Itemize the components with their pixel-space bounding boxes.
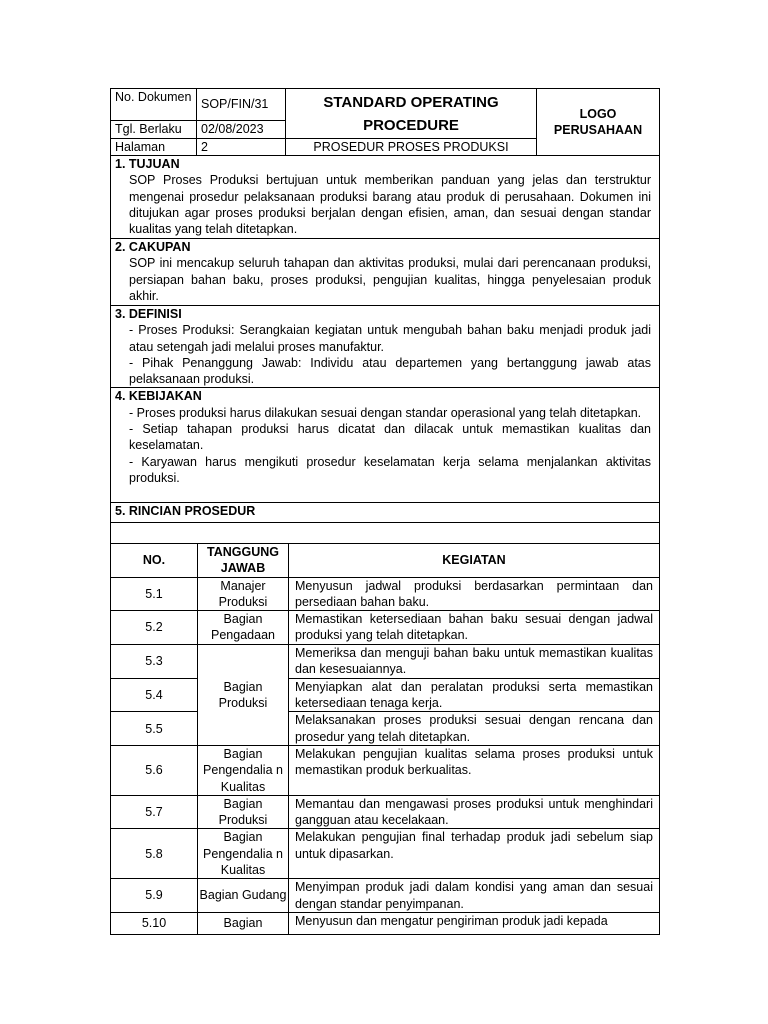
procedure-table — [110, 543, 660, 935]
step-number: 5.6 — [111, 745, 198, 795]
step-number: 5.2 — [111, 611, 198, 645]
step-activity: Memastikan ketersediaan bahan baku sesuai dengan jadwal produksi yang telah ditetapkan. — [289, 611, 660, 645]
step-responsible: Bagian — [198, 912, 289, 934]
section-heading: 3. DEFINISI — [115, 307, 182, 321]
section-definisi — [111, 306, 660, 388]
step-responsible: Bagian Produksi — [198, 644, 289, 745]
step-responsible: Bagian Pengendalia n Kualitas — [198, 745, 289, 795]
step-number: 5.3 — [111, 644, 198, 678]
section-tujuan — [111, 156, 660, 239]
section-rincian-heading: 5. RINCIAN PROSEDUR — [111, 503, 660, 523]
table-row — [111, 712, 660, 746]
table-row — [111, 611, 660, 645]
step-number: 5.8 — [111, 829, 198, 879]
step-number: 5.10 — [111, 912, 198, 934]
section-heading: 4. KEBIJAKAN — [115, 389, 202, 404]
table-row — [111, 879, 660, 913]
list-item: - Proses Produksi: Serangkaian kegiatan untuk mengubah bahan baku menjadi produk jadi atau setengah jadi melalui proses manufaktur. — [129, 323, 651, 354]
section-text: SOP Proses Produksi bertujuan untuk memberikan panduan yang jelas dan terstruktur mengenai prosedur pelaksanaan produksi barang atau produk di perusahaan. Dokumen ini ditujukan agar proses produksi berjalan dengan efisien, aman, dan sesuai dengan standar kualitas yang telah ditetapkan. — [129, 173, 651, 237]
list-item: - Setiap tahapan produksi harus dicatat dan dilacak untuk memastikan kualitas dan keselamatan. — [129, 422, 651, 453]
table-row — [111, 829, 660, 879]
section-kebijakan — [111, 388, 660, 503]
step-responsible: Bagian Gudang — [198, 879, 289, 913]
step-activity: Memantau dan mengawasi proses produksi untuk menghindari gangguan atau kecelakaan. — [289, 795, 660, 829]
column-header-kegiatan: KEGIATAN — [289, 544, 660, 578]
column-header-tanggung-jawab: TANGGUNG JAWAB — [198, 544, 289, 578]
table-row — [111, 577, 660, 611]
step-number: 5.7 — [111, 795, 198, 829]
column-header-no: NO. — [111, 544, 198, 578]
step-responsible: Bagian Produksi — [198, 795, 289, 829]
step-number: 5.1 — [111, 577, 198, 611]
list-item: - Pihak Penanggung Jawab: Individu atau departemen yang bertanggung jawab atas pelaksanaan produksi. — [129, 355, 651, 387]
table-row — [111, 644, 660, 678]
section-heading: 2. CAKUPAN — [115, 240, 191, 254]
step-responsible: Bagian Pengadaan — [198, 611, 289, 645]
no-dokumen-label: No. Dokumen — [111, 89, 197, 121]
step-activity: Menyusun jadwal produksi berdasarkan permintaan dan persediaan bahan baku. — [289, 577, 660, 611]
step-number: 5.9 — [111, 879, 198, 913]
step-activity: Melakukan pengujian final terhadap produk jadi sebelum siap untuk dipasarkan. — [289, 829, 660, 879]
sop-sections — [110, 155, 660, 544]
document-title: STANDARD OPERATING PROCEDURE — [286, 89, 537, 139]
tgl-berlaku-value: 02/08/2023 — [197, 121, 286, 139]
table-row — [111, 912, 660, 934]
step-activity: Menyusun dan mengatur pengiriman produk jadi kepada — [289, 912, 660, 934]
section-heading: 1. TUJUAN — [115, 157, 180, 171]
list-item: - Proses produksi harus dilakukan sesuai dengan standar operasional yang telah ditetapkan. — [129, 405, 642, 420]
empty-spacer-row — [111, 523, 660, 544]
tgl-berlaku-label: Tgl. Berlaku — [111, 121, 197, 139]
halaman-value: 2 — [197, 139, 286, 156]
table-row — [111, 795, 660, 829]
company-logo-placeholder: LOGO PERUSAHAAN — [537, 89, 660, 156]
section-text: SOP ini mencakup seluruh tahapan dan aktivitas produksi, mulai dari perencanaan produksi, persiapan bahan baku, proses produksi, pengujian kualitas, hingga penyelesaian produk akhir. — [129, 256, 651, 303]
step-activity: Melakukan pengujian kualitas selama proses produksi untuk memastikan produk berkualitas. — [289, 745, 660, 795]
step-number: 5.5 — [111, 712, 198, 746]
document-header — [110, 88, 660, 156]
step-number: 5.4 — [111, 678, 198, 712]
step-responsible: Manajer Produksi — [198, 577, 289, 611]
step-activity: Menyiapkan alat dan peralatan produksi serta memastikan ketersediaan tenaga kerja. — [289, 678, 660, 712]
list-item: - Karyawan harus mengikuti prosedur keselamatan kerja selama menjalankan aktivitas produksi. — [129, 454, 651, 485]
halaman-label: Halaman — [111, 139, 197, 156]
step-responsible: Bagian Pengendalia n Kualitas — [198, 829, 289, 879]
step-activity: Melaksanakan proses produksi sesuai dengan rencana dan prosedur yang telah ditetapkan. — [289, 712, 660, 746]
step-activity: Memeriksa dan menguji bahan baku untuk memastikan kualitas dan kesesuaiannya. — [289, 644, 660, 678]
document-subtitle: PROSEDUR PROSES PRODUKSI — [286, 139, 537, 156]
no-dokumen-value: SOP/FIN/31 — [197, 89, 286, 121]
step-activity: Menyimpan produk jadi dalam kondisi yang aman dan sesuai dengan standar penyimpanan. — [289, 879, 660, 913]
table-row — [111, 678, 660, 712]
table-row — [111, 745, 660, 795]
section-cakupan — [111, 239, 660, 306]
